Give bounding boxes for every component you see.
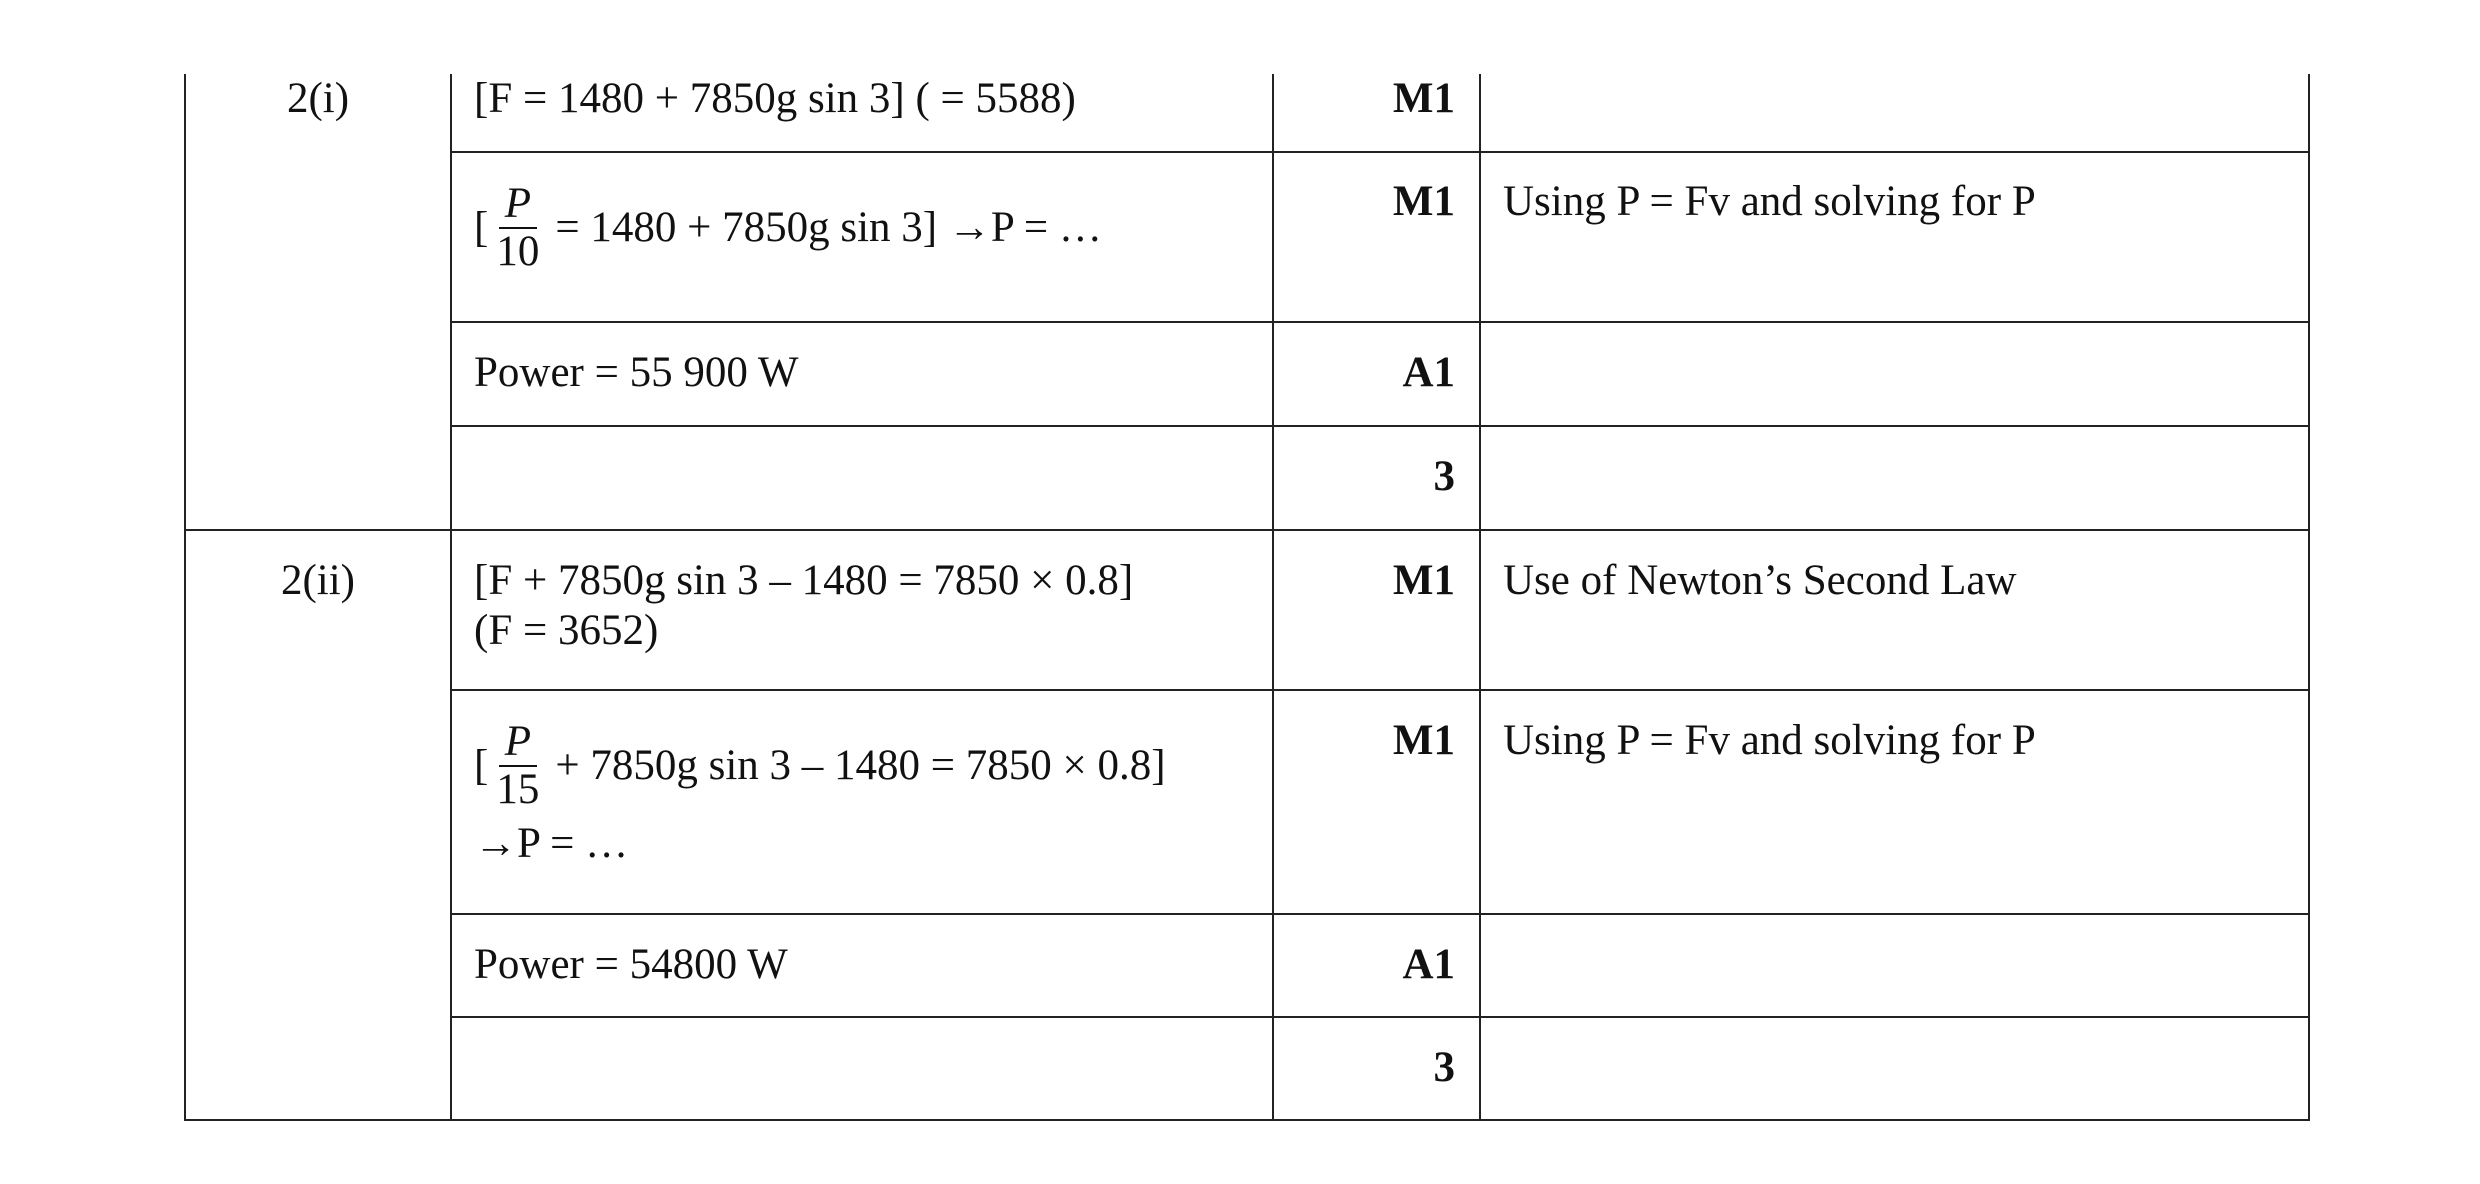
answer-cell xyxy=(451,530,1273,690)
answer-line-2: (F = 3652) xyxy=(474,607,659,654)
mark-cell xyxy=(1273,914,1480,1017)
answer-prefix: [ xyxy=(474,742,489,789)
question-number-cell xyxy=(185,530,451,1120)
fraction xyxy=(492,181,543,275)
guidance-cell xyxy=(1480,1017,2309,1120)
answer-prefix: [ xyxy=(474,204,489,251)
mark-cell xyxy=(1273,322,1480,426)
mark-cell xyxy=(1273,74,1480,152)
table-row xyxy=(185,530,2309,690)
mark-text: M1 xyxy=(1392,557,1455,604)
mark-text: M1 xyxy=(1392,178,1455,225)
table-row xyxy=(185,74,2309,152)
answer-cell xyxy=(451,426,1273,530)
answer-cell xyxy=(451,914,1273,1017)
mark-text: M1 xyxy=(1392,75,1455,122)
answer-text: [F = 1480 + 7850g sin 3] ( = 5588) xyxy=(474,75,1076,122)
answer-line-2: →P = … xyxy=(474,820,629,867)
guidance-cell xyxy=(1480,152,2309,322)
guidance-cell xyxy=(1480,426,2309,530)
answer-text: Power = 55 900 W xyxy=(474,349,799,396)
fraction-expression xyxy=(474,181,1250,275)
fraction-denominator: 10 xyxy=(496,228,540,275)
mark-text: A1 xyxy=(1402,941,1455,988)
fraction-expression xyxy=(474,719,1250,813)
question-number-cell xyxy=(185,74,451,530)
guidance-cell xyxy=(1480,74,2309,152)
table-row xyxy=(185,690,2309,914)
guidance-text: Using P = Fv and solving for P xyxy=(1503,178,2036,225)
guidance-cell xyxy=(1480,914,2309,1017)
answer-suffix: + 7850g sin 3 – 1480 = 7850 × 0.8] xyxy=(555,742,1166,789)
guidance-text: Using P = Fv and solving for P xyxy=(1503,717,2036,764)
total-mark-cell xyxy=(1273,426,1480,530)
mark-cell xyxy=(1273,152,1480,322)
answer-cell xyxy=(451,1017,1273,1120)
total-mark-cell xyxy=(1273,1017,1480,1120)
fraction-numerator: P xyxy=(499,719,537,767)
guidance-cell xyxy=(1480,322,2309,426)
table-row xyxy=(185,426,2309,530)
mark-text: M1 xyxy=(1392,717,1455,764)
question-number: 2(i) xyxy=(286,75,350,122)
guidance-cell xyxy=(1480,530,2309,690)
mark-cell xyxy=(1273,690,1480,914)
total-mark-text: 3 xyxy=(1433,453,1455,500)
fraction-denominator: 15 xyxy=(496,766,540,813)
table-row xyxy=(185,914,2309,1017)
guidance-text: Use of Newton’s Second Law xyxy=(1503,557,2017,604)
guidance-cell xyxy=(1480,690,2309,914)
answer-cell xyxy=(451,152,1273,322)
table-row xyxy=(185,1017,2309,1120)
mark-scheme-table xyxy=(184,74,2310,1121)
answer-cell xyxy=(451,74,1273,152)
fraction xyxy=(492,719,543,813)
mark-text: A1 xyxy=(1402,349,1455,396)
question-number: 2(ii) xyxy=(280,557,356,604)
answer-text: Power = 54800 W xyxy=(474,941,788,988)
answer-cell xyxy=(451,690,1273,914)
table-row xyxy=(185,152,2309,322)
answer-suffix: = 1480 + 7850g sin 3] →P = … xyxy=(555,204,1102,251)
total-mark-text: 3 xyxy=(1433,1044,1455,1091)
answer-cell xyxy=(451,322,1273,426)
answer-line-1: [F + 7850g sin 3 – 1480 = 7850 × 0.8] xyxy=(474,557,1134,604)
mark-cell xyxy=(1273,530,1480,690)
table-row xyxy=(185,322,2309,426)
fraction-numerator: P xyxy=(499,181,537,229)
